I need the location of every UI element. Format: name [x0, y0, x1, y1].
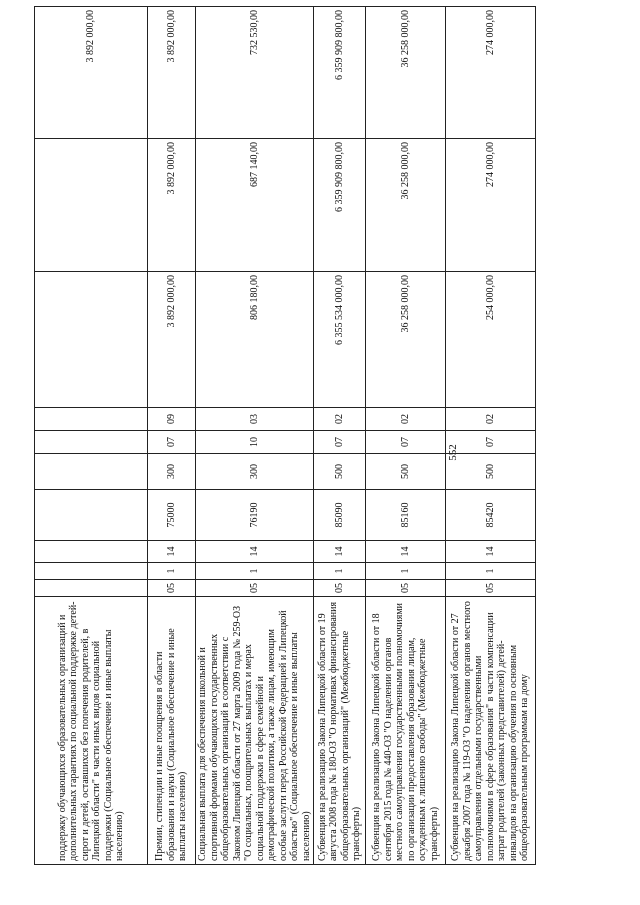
row-name: поддержку обучающихся образовательных организаций и дополнительных гарантиях по социальной поддержке детей-сирот и детей, оставшихся без попечения родителей, в Липецкой области" в части иных видов социальной поддержки (Социальное обеспечение и иные выплаты населению)	[35, 597, 148, 865]
row-name: Социальная выплата для обеспечения школьной и спортивной формами обучающихся государственных общеобразовательных организаций в соответствии с Законом Липецкой области от 27 марта 2009 года № 259-ОЗ "О социальных, поощрительных выплатах и мерах социальной поддержки в сфере семейной и демографической политики, а также лицам, имеющим особые заслуги перед Российской Федерацией и Липецкой областью" (Социальное обеспечение и иные выплаты населению)	[196, 597, 314, 865]
main-event-code: 14	[314, 541, 366, 563]
expense-type-code: 300	[196, 454, 314, 490]
row-name: Субвенция на реализацию Закона Липецкой области от 18 сентября 2015 года № 440-ОЗ "О наделении органов местного самоуправления государственными полномочиями по организации предоставления образования лицам, осужденным к лишению свободы" (Межбюджетные трансферты)	[366, 597, 446, 865]
amount-year-1: 254 000,00	[446, 272, 536, 408]
program-code: 05	[366, 580, 446, 597]
amount-year-1	[35, 272, 148, 408]
subsection-code: 09	[148, 408, 196, 431]
budget-table-body	[35, 7, 536, 865]
section-code: 07	[446, 431, 536, 454]
program-code: 05	[314, 580, 366, 597]
direction-code: 85090	[314, 490, 366, 541]
row-name: Субвенция на реализацию Закона Липецкой области от 19 августа 2008 года № 180-ОЗ "О нормативах финансирования общеобразовательных организаций" (Межбюджетные трансферты)	[314, 597, 366, 865]
amount-year-2: 6 359 909 800,00	[314, 139, 366, 272]
main-event-code: 14	[366, 541, 446, 563]
amount-year-3: 6 359 909 800,00	[314, 7, 366, 139]
expense-type-code: 500	[366, 454, 446, 490]
direction-code: 76190	[196, 490, 314, 541]
subprogram-code: 1	[196, 563, 314, 580]
row-name: Премии, стипендии и иные поощрения в области образования и науки (Социальное обеспечение и иные выплаты населению)	[148, 597, 196, 865]
amount-year-1: 3 892 000,00	[148, 272, 196, 408]
main-event-code: 14	[148, 541, 196, 563]
program-code: 05	[446, 580, 536, 597]
budget-table	[34, 6, 536, 865]
subsection-code: 02	[366, 408, 446, 431]
amount-year-2: 36 258 000,00	[366, 139, 446, 272]
subsection-code	[35, 408, 148, 431]
subprogram-code	[35, 563, 148, 580]
subsection-code: 02	[446, 408, 536, 431]
section-code	[35, 431, 148, 454]
page-number: 552	[447, 444, 459, 461]
subsection-code: 02	[314, 408, 366, 431]
direction-code	[35, 490, 148, 541]
amount-year-3: 732 530,00	[196, 7, 314, 139]
amount-year-2: 687 140,00	[196, 139, 314, 272]
table-row	[446, 7, 536, 865]
subsection-code: 03	[196, 408, 314, 431]
direction-code: 85420	[446, 490, 536, 541]
amount-year-2: 274 000,00	[446, 139, 536, 272]
amount-year-3: 274 000,00	[446, 7, 536, 139]
amount-year-2	[35, 139, 148, 272]
subprogram-code: 1	[148, 563, 196, 580]
main-event-code: 14	[196, 541, 314, 563]
main-event-code: 14	[446, 541, 536, 563]
program-code	[35, 580, 148, 597]
amount-year-3: 3 892 000,00	[35, 7, 148, 139]
amount-year-2: 3 892 000,00	[148, 139, 196, 272]
table-row	[148, 7, 196, 865]
section-code: 10	[196, 431, 314, 454]
amount-year-3: 3 892 000,00	[148, 7, 196, 139]
subprogram-code: 1	[366, 563, 446, 580]
table-row	[314, 7, 366, 865]
table-row	[35, 7, 148, 865]
section-code: 07	[148, 431, 196, 454]
expense-type-code: 500	[446, 454, 536, 490]
amount-year-1: 806 180,00	[196, 272, 314, 408]
subprogram-code: 1	[446, 563, 536, 580]
direction-code: 85160	[366, 490, 446, 541]
program-code: 05	[196, 580, 314, 597]
table-row	[196, 7, 314, 865]
section-code: 07	[366, 431, 446, 454]
section-code: 07	[314, 431, 366, 454]
subprogram-code: 1	[314, 563, 366, 580]
expense-type-code: 500	[314, 454, 366, 490]
amount-year-1: 6 355 534 000,00	[314, 272, 366, 408]
main-event-code	[35, 541, 148, 563]
program-code: 05	[148, 580, 196, 597]
expense-type-code: 300	[148, 454, 196, 490]
direction-code: 75000	[148, 490, 196, 541]
row-name: Субвенция на реализацию Закона Липецкой области от 27 декабря 2007 года № 119-ОЗ "О наделении органов местного самоуправления отдельными государственными полномочиями в сфере образования" в части компенсации затрат родителей (законных представителей) детей-инвалидов на организацию обучения по основным общеобразовательным программам на дому	[446, 597, 536, 865]
amount-year-1: 36 258 000,00	[366, 272, 446, 408]
table-row	[366, 7, 446, 865]
expense-type-code	[35, 454, 148, 490]
amount-year-3: 36 258 000,00	[366, 7, 446, 139]
